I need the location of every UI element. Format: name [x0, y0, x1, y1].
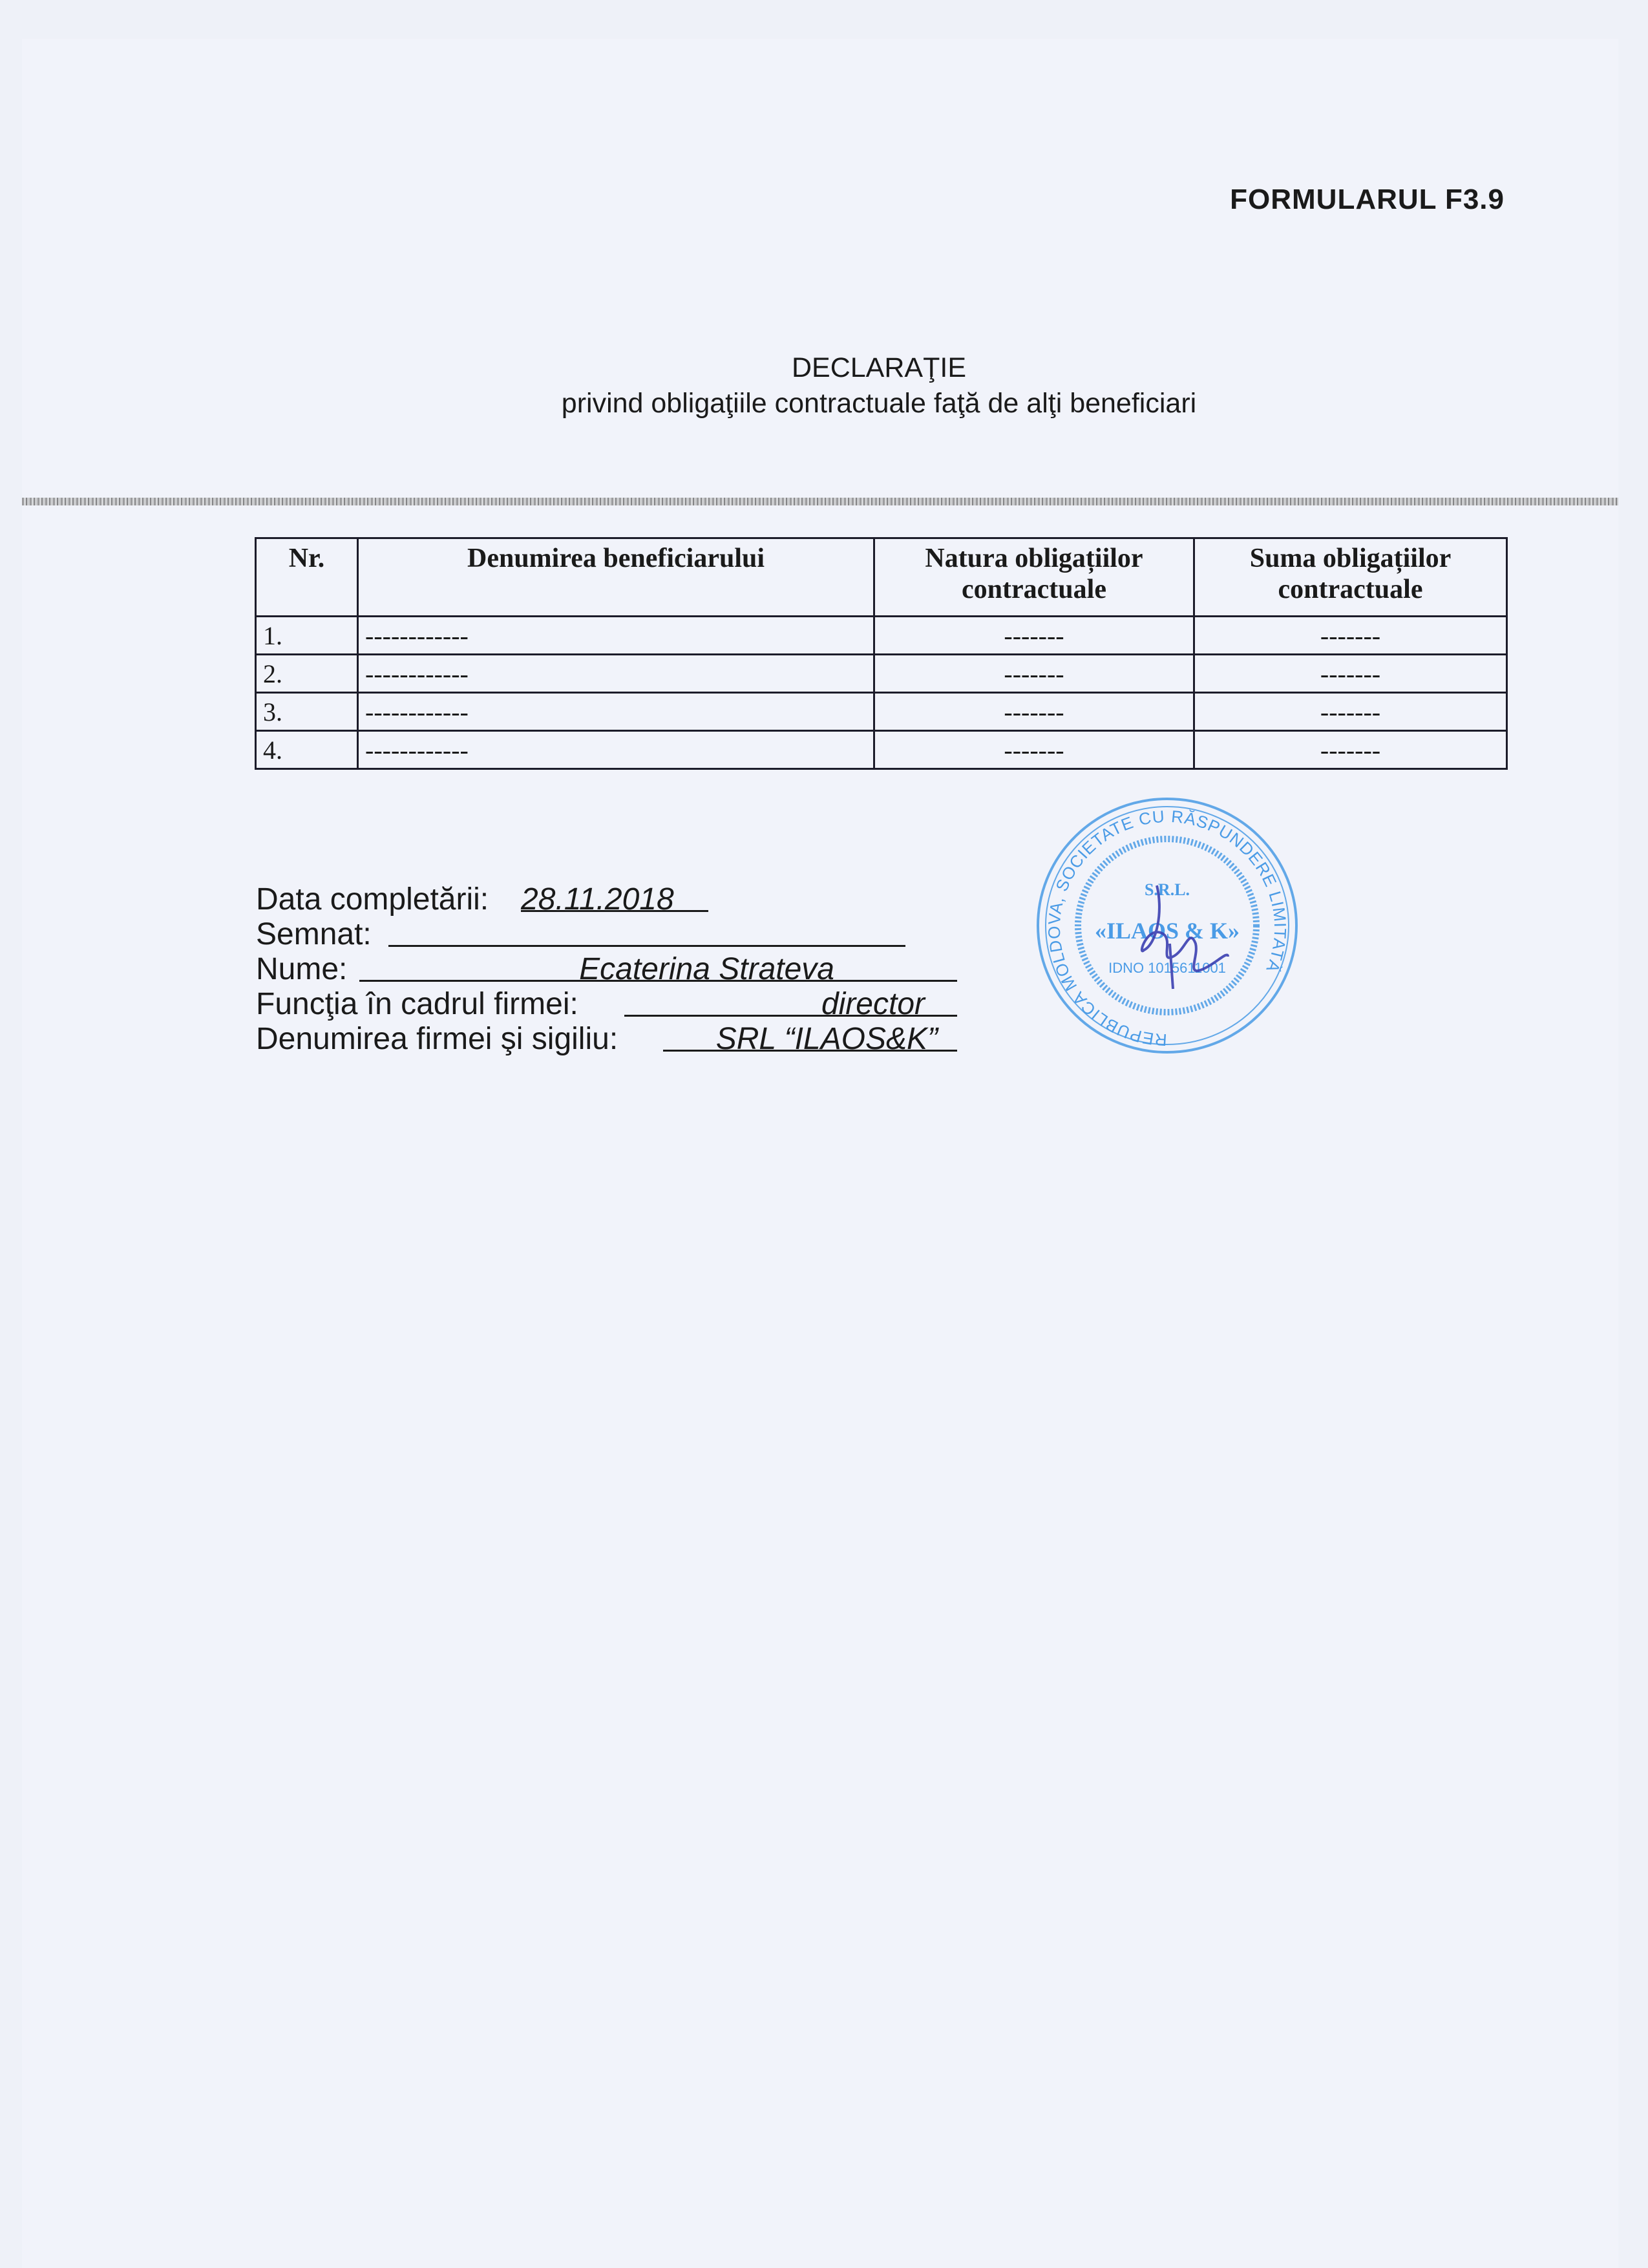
stamp-outer-text: REPUBLICA MOLDOVA, SOCIETATE CU RĂSPUNDERE LIMITATĂ	[1044, 806, 1291, 1050]
cell-beneficiary: ------------	[358, 693, 874, 731]
table-row	[256, 617, 1507, 655]
company-field: SRL “ILAOS&K”	[663, 1022, 957, 1052]
cell-sum: -------	[1194, 693, 1507, 731]
company-stamp	[1034, 795, 1300, 1056]
date-field: 28.11.2018	[521, 882, 708, 912]
form-code: FORMULARUL F3.9	[1230, 184, 1505, 215]
cell-nr: 4.	[256, 731, 358, 769]
signature-field	[388, 917, 905, 947]
stamp-company: «ILAOS & K»	[1094, 918, 1240, 944]
signed-label: Semnat:	[256, 917, 372, 951]
cell-sum: -------	[1194, 655, 1507, 693]
stamp-idno: IDNO 1015611001	[1108, 960, 1226, 976]
stamp-srl: S.R.L.	[1144, 880, 1190, 899]
date-label: Data completării:	[256, 882, 489, 917]
function-label: Funcţia în cadrul firmei:	[256, 987, 578, 1021]
signature-block	[256, 882, 938, 1057]
cell-nature: -------	[874, 617, 1194, 655]
cell-nature: -------	[874, 655, 1194, 693]
company-label: Denumirea firmei şi sigiliu:	[256, 1022, 618, 1056]
cell-beneficiary: ------------	[358, 617, 874, 655]
document-subtitle: privind obligaţiile contractuale faţă de alţi beneficiari	[561, 388, 1197, 419]
scan-divider	[22, 498, 1618, 505]
header-sum: Suma obligațiilor contractuale	[1194, 538, 1507, 617]
cell-nr: 1.	[256, 617, 358, 655]
cell-nature: -------	[874, 693, 1194, 731]
cell-sum: -------	[1194, 617, 1507, 655]
table-row	[256, 731, 1507, 769]
header-nr: Nr.	[256, 538, 358, 617]
function-field: director	[624, 987, 957, 1017]
cell-nr: 3.	[256, 693, 358, 731]
cell-beneficiary: ------------	[358, 731, 874, 769]
header-nature: Natura obligațiilor contractuale	[874, 538, 1194, 617]
name-field: Ecaterina Strateva	[359, 952, 957, 982]
cell-sum: -------	[1194, 731, 1507, 769]
table-row	[256, 655, 1507, 693]
cell-beneficiary: ------------	[358, 655, 874, 693]
obligations-table	[255, 537, 1508, 770]
document-title: DECLARAŢIE	[791, 352, 966, 383]
table-row	[256, 693, 1507, 731]
name-label: Nume:	[256, 952, 348, 986]
cell-nr: 2.	[256, 655, 358, 693]
header-beneficiary: Denumirea beneficiarului	[358, 538, 874, 617]
cell-nature: -------	[874, 731, 1194, 769]
table-header-row	[256, 538, 1507, 617]
